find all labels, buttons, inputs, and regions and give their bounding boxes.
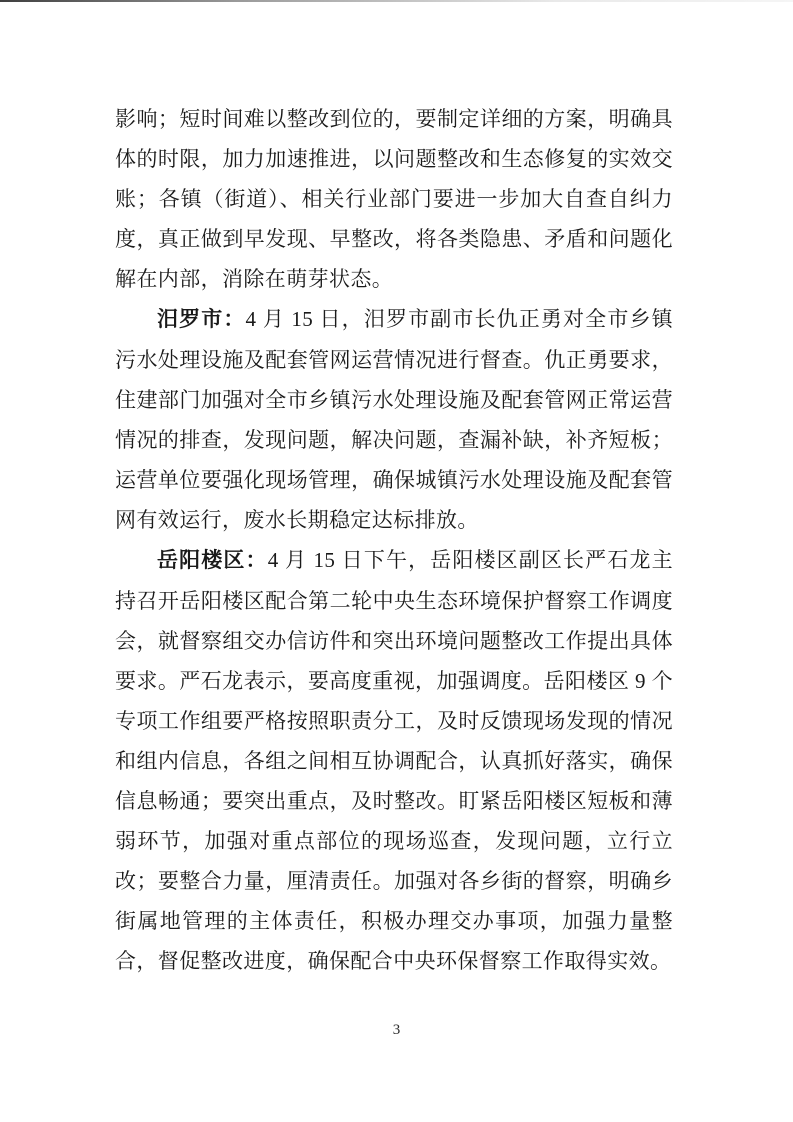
paragraph-text: 影响；短时间难以整改到位的，要制定详细的方案，明确具体的时限，加力加速推进，以问题整改和生态修复的实效交账；各镇（街道）、相关行业部门要进一步加大自查自纠力度，真正做到早发现、早整改，将各类隐患、矛盾和问题化解在内部，消除在萌芽状态。 bbox=[115, 107, 673, 291]
document-body bbox=[115, 99, 673, 981]
paragraph-text: 4 月 15 日，汨罗市副市长仇正勇对全市乡镇污水处理设施及配套管网运营情况进行督查。仇正勇要求，住建部门加强对全市乡镇污水处理设施及配套管网正常运营情况的排查，发现问题，解决问题，查漏补缺，补齐短板；运营单位要强化现场管理，确保城镇污水处理设施及配套管网有效运行，废水长期稳定达标排放。 bbox=[115, 307, 673, 532]
paragraph-continuation bbox=[115, 99, 673, 299]
paragraph-yueyanglou-district bbox=[115, 540, 673, 981]
paragraph-text: 4 月 15 日下午，岳阳楼区副区长严石龙主持召开岳阳楼区配合第二轮中央生态环境保护督察工作调度会，就督察组交办信访件和突出环境问题整改工作提出具体要求。严石龙表示，要高度重视，加强调度。岳阳楼区 9 个专项工作组要严格按照职责分工，及时反馈现场发现的情况和组内信息，各组之间相互协调配合，认真抓好落实，确保信息畅通；要突出重点，及时整改。盯紧岳阳楼区短板和薄弱环节，加强对重点部位的现场巡查，发现问题，立行立改；要整合力量，厘清责任。加强对各乡街的督察，明确乡街属地管理的主体责任，积极办理交办事项，加强力量整合，督促整改进度，确保配合中央环保督察工作取得实效。 bbox=[115, 548, 673, 973]
paragraph-lead-yueyanglou: 岳阳楼区： bbox=[157, 549, 268, 572]
paragraph-miluo-city bbox=[115, 299, 673, 540]
paragraph-lead-miluo: 汨罗市： bbox=[157, 308, 246, 331]
page-number: 3 bbox=[392, 1022, 401, 1038]
scan-artifact-top-edge bbox=[0, 0, 793, 2]
